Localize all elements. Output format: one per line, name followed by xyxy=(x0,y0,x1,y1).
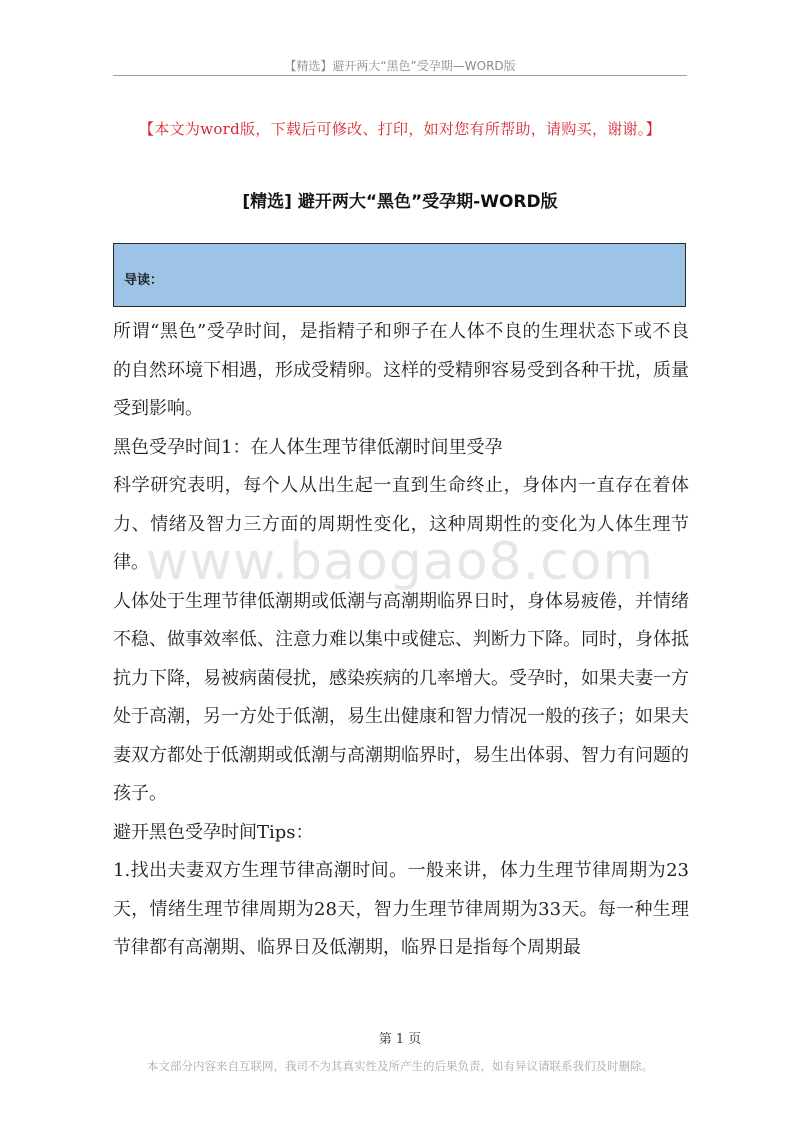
article-body xyxy=(113,313,689,968)
tips-heading: 避开黑色受孕时间Tips： xyxy=(113,821,314,843)
page-number: 第 1 页 xyxy=(378,1032,422,1047)
paragraph: 科学研究表明，每个人从出生起一直到生命终止，身体内一直存在着体力、情绪及智力三方面的周期性变化，这种周期性的变化为人体生理节律。 xyxy=(113,475,689,573)
paragraph: 人体处于生理节律低潮期或低潮与高潮期临界日时，身体易疲倦，并情绪不稳、做事效率低、注意力难以集中或健忘、判断力下降。同时，身体抵抗力下降，易被病菌侵扰，感染疾病的几率增大。受孕时，如果夫妻一方处于高潮，另一方处于低潮，易生出健康和智力情况一般的孩子；如果夫妻双方都处于低潮期或低潮与高潮期临界时，易生出体弱、智力有问题的孩子。 xyxy=(113,590,689,804)
paragraph-intro: 所谓“黑色”受孕时间，是指精子和卵子在人体不良的生理状态下或不良的自然环境下相遇，形成受精卵。这样的受精卵容易受到各种干扰，质量受到影响。 xyxy=(113,321,689,419)
section-heading: 黑色受孕时间1：在人体生理节律低潮时间里受孕 xyxy=(113,436,503,458)
watermark: www.baogao8.com xyxy=(145,532,655,592)
paragraph: 1.找出夫妻双方生理节律高潮时间。一般来讲，体力生理节律周期为23天，情绪生理节律周期为28天，智力生理节律周期为33天。每一种生理节律都有高潮期、临界日及低潮期，临界日是指每个周期最 xyxy=(113,860,689,958)
download-notice: 【本文为word版，下载后可修改、打印，如对您有所帮助，请购买，谢谢。】 xyxy=(139,120,661,138)
running-header: 【精选】避开两大“黑色”受孕期—WORD版 xyxy=(284,59,516,73)
header-divider xyxy=(113,75,687,76)
footer-disclaimer: 本文部分内容来自互联网，我司不为其真实性及所产生的后果负责，如有异议请联系我们及时删除。 xyxy=(147,1059,653,1073)
document-title: [精选] 避开两大“黑色”受孕期-WORD版 xyxy=(242,192,558,212)
guide-box xyxy=(113,243,686,307)
guide-label: 导读： xyxy=(124,273,164,288)
